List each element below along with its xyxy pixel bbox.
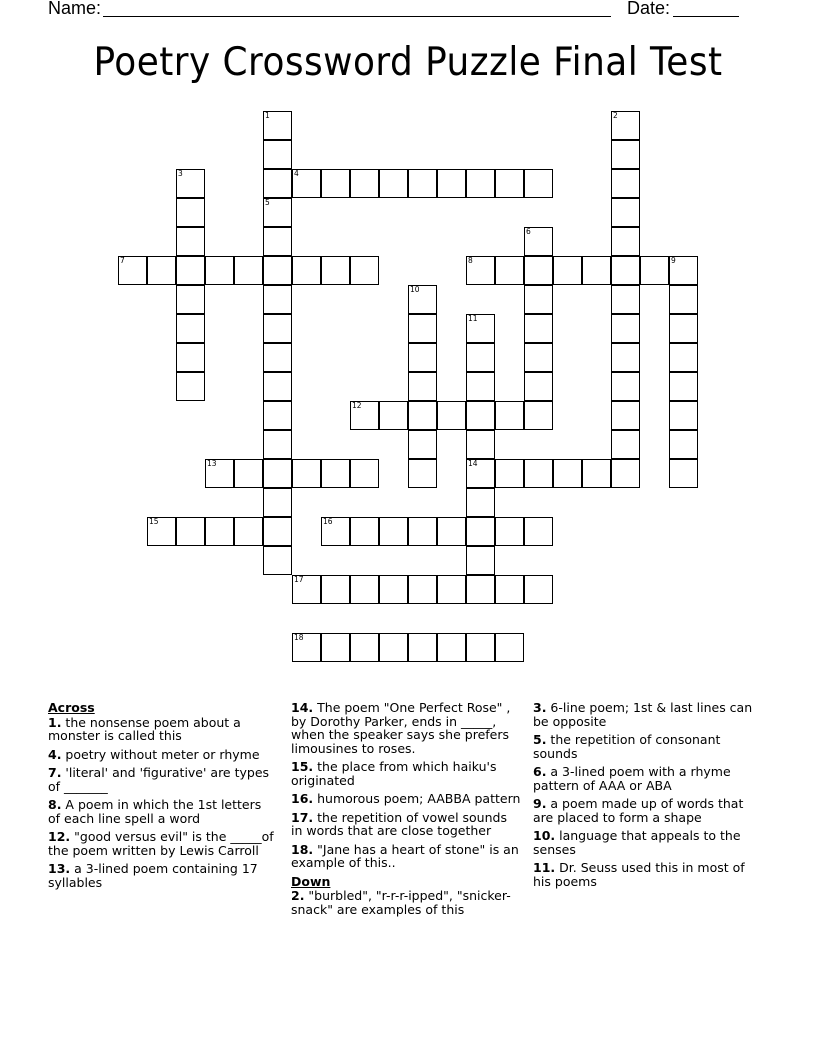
crossword-cell[interactable] <box>379 633 408 662</box>
clue-item <box>291 760 521 787</box>
clues-column-1 <box>48 701 276 894</box>
crossword-cell[interactable] <box>524 285 553 314</box>
crossword-cell[interactable] <box>350 459 379 488</box>
crossword-cell[interactable] <box>176 169 205 198</box>
crossword-cell[interactable] <box>524 343 553 372</box>
crossword-cell[interactable] <box>466 256 495 285</box>
crossword-cell[interactable] <box>408 169 437 198</box>
crossword-cell[interactable] <box>263 169 292 198</box>
crossword-cell[interactable] <box>611 285 640 314</box>
crossword-cell[interactable] <box>669 459 698 488</box>
crossword-cell[interactable] <box>669 343 698 372</box>
crossword-cell[interactable] <box>263 285 292 314</box>
clue-number: 6 <box>526 226 531 236</box>
crossword-cell[interactable] <box>408 401 437 430</box>
clue-item-number: 9. <box>533 796 547 811</box>
crossword-cell[interactable] <box>118 256 147 285</box>
clue-number: 3 <box>178 168 183 178</box>
crossword-cell[interactable] <box>263 256 292 285</box>
clue-number: 11 <box>468 313 478 323</box>
crossword-cell[interactable] <box>669 430 698 459</box>
crossword-cell[interactable] <box>263 401 292 430</box>
crossword-cell[interactable] <box>466 372 495 401</box>
crossword-cell[interactable] <box>611 198 640 227</box>
crossword-cell[interactable] <box>176 256 205 285</box>
crossword-cell[interactable] <box>524 372 553 401</box>
crossword-cell[interactable] <box>321 459 350 488</box>
crossword-cell[interactable] <box>669 285 698 314</box>
crossword-cell[interactable] <box>466 169 495 198</box>
name-label: Name: <box>48 0 102 18</box>
crossword-cell[interactable] <box>582 256 611 285</box>
crossword-cell[interactable] <box>321 517 350 546</box>
crossword-cell[interactable] <box>350 256 379 285</box>
crossword-cell[interactable] <box>466 633 495 662</box>
crossword-cell[interactable] <box>205 459 234 488</box>
crossword-cell[interactable] <box>466 546 495 575</box>
clue-item-text: the repetition of vowel sounds in words that are close together <box>291 809 507 838</box>
clue-number: 14 <box>468 458 478 468</box>
clue-item-text: the repetition of consonant sounds <box>533 732 721 761</box>
across-heading: Across <box>48 700 95 715</box>
crossword-cell[interactable] <box>350 401 379 430</box>
clue-item-text: the nonsense poem about a monster is called this <box>48 714 241 743</box>
crossword-cell[interactable] <box>263 227 292 256</box>
clue-item <box>291 811 521 838</box>
crossword-cell[interactable] <box>176 517 205 546</box>
crossword-cell[interactable] <box>437 401 466 430</box>
crossword-cell[interactable] <box>292 256 321 285</box>
clue-number: 8 <box>468 255 473 265</box>
crossword-cell[interactable] <box>611 111 640 140</box>
clue-item-text: "Jane has a heart of stone" is an example of this.. <box>291 841 519 870</box>
clue-item-text: a 3-lined poem with a rhyme pattern of AAA or ABA <box>533 764 731 793</box>
crossword-cell[interactable] <box>524 227 553 256</box>
crossword-cell[interactable] <box>640 256 669 285</box>
clue-item <box>533 861 763 888</box>
clue-item <box>533 701 763 728</box>
crossword-cell[interactable] <box>408 372 437 401</box>
crossword-cell[interactable] <box>292 575 321 604</box>
clues-column-3 <box>533 701 763 893</box>
crossword-cell[interactable] <box>350 169 379 198</box>
clue-item-number: 8. <box>48 797 62 812</box>
clue-item-text: 6-line poem; 1st & last lines can be opposite <box>533 700 753 729</box>
clue-item <box>48 716 276 743</box>
crossword-cell[interactable] <box>350 575 379 604</box>
clue-item-number: 13. <box>48 861 71 876</box>
crossword-cell[interactable] <box>611 314 640 343</box>
crossword-cell[interactable] <box>408 575 437 604</box>
crossword-cell[interactable] <box>408 343 437 372</box>
crossword-cell[interactable] <box>466 314 495 343</box>
crossword-cell[interactable] <box>263 140 292 169</box>
crossword-cell[interactable] <box>466 517 495 546</box>
crossword-cell[interactable] <box>495 633 524 662</box>
crossword-cell[interactable] <box>321 633 350 662</box>
crossword-cell[interactable] <box>408 633 437 662</box>
clue-item-number: 11. <box>533 860 556 875</box>
crossword-cell[interactable] <box>176 372 205 401</box>
clue-item <box>48 798 276 825</box>
clue-item <box>291 889 521 916</box>
clue-item-number: 18. <box>291 841 314 857</box>
crossword-cell[interactable] <box>263 517 292 546</box>
clue-item-number: 14. <box>291 700 314 715</box>
clue-item-number: 4. <box>48 746 62 762</box>
clue-item <box>48 748 276 762</box>
clue-item-text: humorous poem; AABBA pattern <box>313 791 521 806</box>
crossword-cell[interactable] <box>234 256 263 285</box>
crossword-cell[interactable] <box>611 140 640 169</box>
clue-number: 16 <box>323 516 333 526</box>
crossword-cell[interactable] <box>669 314 698 343</box>
crossword-cell[interactable] <box>176 227 205 256</box>
crossword-cell[interactable] <box>611 169 640 198</box>
crossword-cell[interactable] <box>408 517 437 546</box>
crossword-cell[interactable] <box>553 256 582 285</box>
clue-number: 13 <box>207 458 217 468</box>
crossword-cell[interactable] <box>321 575 350 604</box>
clue-item-text: A poem in which the 1st letters of each line spell a word <box>48 797 262 826</box>
crossword-cell[interactable] <box>263 111 292 140</box>
clue-number: 1 <box>265 110 270 120</box>
crossword-cell[interactable] <box>611 256 640 285</box>
crossword-cell[interactable] <box>524 575 553 604</box>
clue-item-text: a poem made up of words that are placed to form a shape <box>533 796 744 825</box>
clue-number: 10 <box>410 284 420 294</box>
page-title: Poetry Crossword Puzzle Final Test <box>93 40 723 85</box>
clue-item <box>291 843 521 870</box>
clue-item <box>48 830 276 857</box>
clue-item-number: 7. <box>48 765 62 780</box>
crossword-cell[interactable] <box>350 633 379 662</box>
clue-number: 15 <box>149 516 159 526</box>
crossword-cell[interactable] <box>205 517 234 546</box>
crossword-cell[interactable] <box>263 488 292 517</box>
clue-number: 4 <box>294 168 299 178</box>
clue-item-text: "good versus evil" is the _____of the poem written by Lewis Carroll <box>48 829 274 858</box>
crossword-cell[interactable] <box>408 314 437 343</box>
crossword-cell[interactable] <box>379 401 408 430</box>
crossword-cell[interactable] <box>408 430 437 459</box>
crossword-cell[interactable] <box>495 169 524 198</box>
crossword-cell[interactable] <box>263 198 292 227</box>
crossword-cell[interactable] <box>437 633 466 662</box>
crossword-cell[interactable] <box>669 401 698 430</box>
clue-item-number: 17. <box>291 809 314 825</box>
clue-number: 9 <box>671 255 676 265</box>
clue-item-number: 15. <box>291 759 314 774</box>
crossword-cell[interactable] <box>379 575 408 604</box>
crossword-cell[interactable] <box>466 401 495 430</box>
clue-number: 5 <box>265 197 270 207</box>
crossword-cell[interactable] <box>553 459 582 488</box>
clue-item-text: The poem "One Perfect Rose" , by Dorothy Parker, ends in _____, when the speaker says she prefers limousines to roses. <box>291 700 511 756</box>
crossword-cell[interactable] <box>611 372 640 401</box>
crossword-cell[interactable] <box>205 256 234 285</box>
crossword-cell[interactable] <box>466 488 495 517</box>
clue-item-number: 2. <box>291 888 305 903</box>
clue-item-text: a 3-lined poem containing 17 syllables <box>48 861 258 890</box>
crossword-cell[interactable] <box>495 459 524 488</box>
clue-item-text: language that appeals to the senses <box>533 828 741 857</box>
crossword-cell[interactable] <box>321 169 350 198</box>
crossword-cell[interactable] <box>611 227 640 256</box>
crossword-cell[interactable] <box>292 169 321 198</box>
crossword-cell[interactable] <box>147 256 176 285</box>
clue-item <box>291 792 521 806</box>
clue-item-number: 16. <box>291 791 314 806</box>
clue-item <box>48 862 276 889</box>
crossword-cell[interactable] <box>611 401 640 430</box>
clue-item-number: 10. <box>533 828 556 843</box>
clue-number: 2 <box>613 110 618 120</box>
clue-item-number: 12. <box>48 829 71 844</box>
crossword-cell[interactable] <box>263 430 292 459</box>
crossword-cell[interactable] <box>669 256 698 285</box>
crossword-cell[interactable] <box>263 314 292 343</box>
crossword-cell[interactable] <box>176 314 205 343</box>
clue-item-number: 5. <box>533 732 547 747</box>
clue-item <box>48 766 276 793</box>
crossword-cell[interactable] <box>524 517 553 546</box>
clue-item-number: 1. <box>48 714 62 730</box>
crossword-cell[interactable] <box>379 169 408 198</box>
crossword-cell[interactable] <box>524 314 553 343</box>
clue-number: 12 <box>352 400 362 410</box>
crossword-cell[interactable] <box>263 459 292 488</box>
crossword-cell[interactable] <box>495 517 524 546</box>
clue-item-number: 3. <box>533 700 547 715</box>
crossword-cell[interactable] <box>176 285 205 314</box>
crossword-cell[interactable] <box>466 343 495 372</box>
crossword-cell[interactable] <box>350 517 379 546</box>
crossword-cell[interactable] <box>611 343 640 372</box>
clues-column-2 <box>291 701 521 921</box>
clue-item-text: Dr. Seuss used this in most of his poems <box>533 860 745 889</box>
clue-number: 18 <box>294 632 304 642</box>
crossword-cell[interactable] <box>176 343 205 372</box>
crossword-cell[interactable] <box>611 459 640 488</box>
crossword-cell[interactable] <box>611 430 640 459</box>
crossword-cell[interactable] <box>669 372 698 401</box>
date-label: Date: <box>627 0 671 18</box>
clue-item-text: the place from which haiku's originated <box>291 759 497 788</box>
crossword-cell[interactable] <box>234 517 263 546</box>
clue-item <box>291 701 521 755</box>
clue-item-text: "burbled", "r-r-r-ipped", "snicker-snack" are examples of this <box>291 888 511 917</box>
crossword-cell[interactable] <box>379 517 408 546</box>
crossword-cell[interactable] <box>176 198 205 227</box>
crossword-cell[interactable] <box>321 256 350 285</box>
clue-item-text: poetry without meter or rhyme <box>61 746 260 762</box>
crossword-cell[interactable] <box>263 372 292 401</box>
crossword-cell[interactable] <box>495 575 524 604</box>
crossword-cell[interactable] <box>466 575 495 604</box>
crossword-cell[interactable] <box>437 517 466 546</box>
crossword-cell[interactable] <box>524 169 553 198</box>
crossword-cell[interactable] <box>408 459 437 488</box>
crossword-cell[interactable] <box>147 517 176 546</box>
crossword-cell[interactable] <box>524 459 553 488</box>
clue-item <box>533 829 763 856</box>
crossword-cell[interactable] <box>292 633 321 662</box>
crossword-cell[interactable] <box>524 401 553 430</box>
crossword-cell[interactable] <box>466 459 495 488</box>
crossword-cell[interactable] <box>495 401 524 430</box>
crossword-cell[interactable] <box>466 430 495 459</box>
crossword-cell[interactable] <box>234 459 263 488</box>
down-heading: Down <box>291 873 331 889</box>
clue-item <box>533 733 763 760</box>
clue-item <box>533 797 763 824</box>
crossword-cell[interactable] <box>524 256 553 285</box>
clue-item-number: 6. <box>533 764 547 779</box>
crossword-cell[interactable] <box>263 343 292 372</box>
crossword-cell[interactable] <box>263 546 292 575</box>
crossword-cell[interactable] <box>495 256 524 285</box>
clue-number: 7 <box>120 255 125 265</box>
crossword-cell[interactable] <box>582 459 611 488</box>
crossword-cell[interactable] <box>292 459 321 488</box>
crossword-cell[interactable] <box>437 169 466 198</box>
crossword-cell[interactable] <box>437 575 466 604</box>
clue-item <box>533 765 763 792</box>
clue-number: 17 <box>294 574 304 584</box>
crossword-cell[interactable] <box>408 285 437 314</box>
clue-item-text: 'literal' and 'figurative' are types of _______ <box>48 765 270 794</box>
